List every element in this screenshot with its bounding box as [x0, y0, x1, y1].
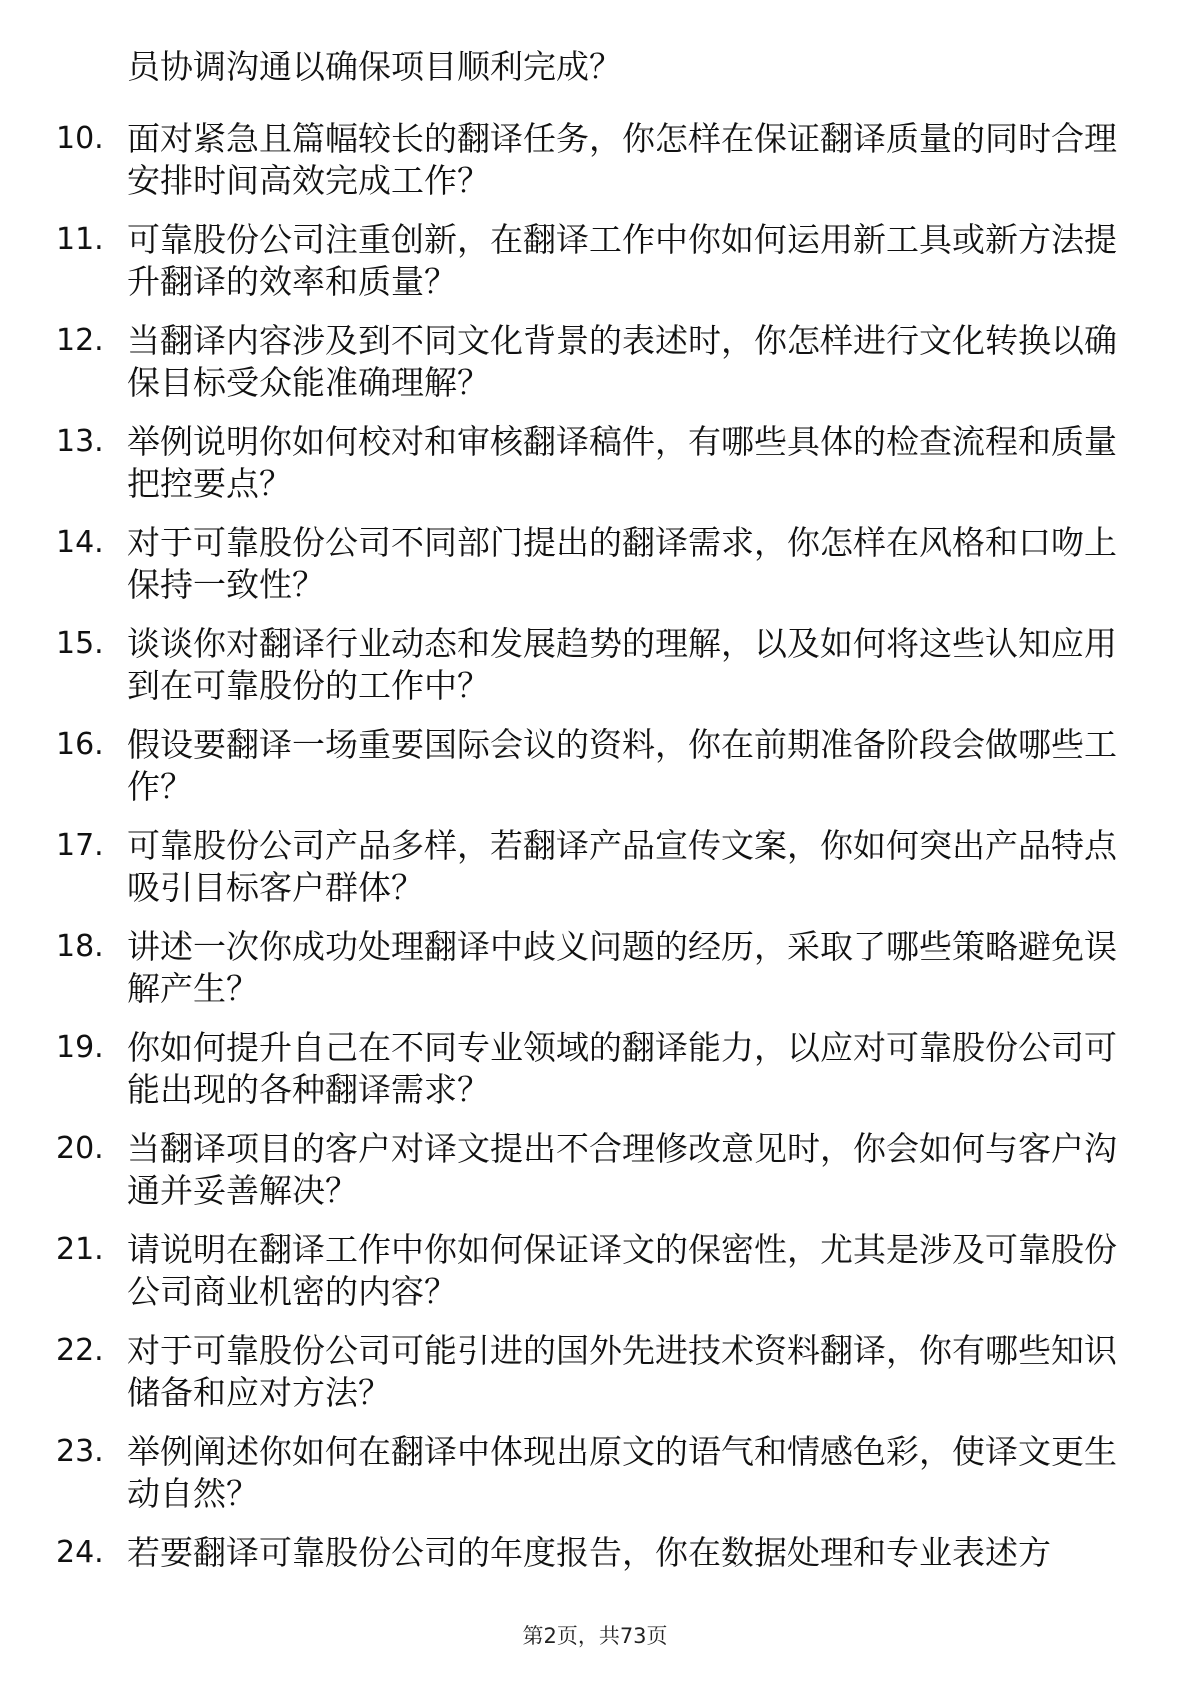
question-text: 请说明在翻译工作中你如何保证译文的保密性，尤其是涉及可靠股份公司商业机密的内容？ [127, 1230, 1117, 1311]
question-text: 面对紧急且篇幅较长的翻译任务，你怎样在保证翻译质量的同时合理安排时间高效完成工作？ [127, 119, 1117, 200]
question-item [56, 825, 1136, 926]
question-number: 10. [56, 121, 104, 156]
question-text: 可靠股份公司注重创新，在翻译工作中你如何运用新工具或新方法提升翻译的效率和质量？ [127, 220, 1117, 301]
question-number: 11. [56, 222, 104, 257]
question-item [56, 724, 1136, 825]
question-text: 谈谈你对翻译行业动态和发展趋势的理解，以及如何将这些认知应用到在可靠股份的工作中？ [127, 624, 1117, 705]
question-number: 14. [56, 525, 104, 560]
question-text: 当翻译内容涉及到不同文化背景的表述时，你怎样进行文化转换以确保目标受众能准确理解？ [127, 321, 1117, 402]
question-text: 若要翻译可靠股份公司的年度报告，你在数据处理和专业表述方 [127, 1533, 1051, 1572]
question-number: 15. [56, 626, 104, 661]
question-item [56, 623, 1136, 724]
question-text: 假设要翻译一场重要国际会议的资料，你在前期准备阶段会做哪些工作？ [127, 725, 1117, 806]
question-item [56, 118, 1136, 219]
question-item [56, 219, 1136, 320]
question-text: 可靠股份公司产品多样，若翻译产品宣传文案，你如何突出产品特点吸引目标客户群体？ [127, 826, 1117, 907]
question-item [56, 1532, 1136, 1633]
question-text: 你如何提升自己在不同专业领域的翻译能力，以应对可靠股份公司可能出现的各种翻译需求？ [127, 1028, 1117, 1109]
question-text: 举例阐述你如何在翻译中体现出原文的语气和情感色彩，使译文更生动自然？ [127, 1432, 1117, 1513]
question-item [56, 320, 1136, 421]
question-item [56, 522, 1136, 623]
question-text: 当翻译项目的客户对译文提出不合理修改意见时，你会如何与客户沟通并妥善解决？ [127, 1129, 1117, 1210]
question-item [56, 1229, 1136, 1330]
question-text: 讲述一次你成功处理翻译中歧义问题的经历，采取了哪些策略避免误解产生？ [127, 927, 1117, 1008]
question-number: 12. [56, 323, 104, 358]
question-item [56, 1128, 1136, 1229]
question-list [56, 118, 1136, 1633]
question-number: 23. [56, 1434, 104, 1469]
question-item [56, 421, 1136, 522]
question-text: 对于可靠股份公司不同部门提出的翻译需求，你怎样在风格和口吻上保持一致性？ [127, 523, 1117, 604]
question-number: 16. [56, 727, 104, 762]
question-number: 13. [56, 424, 104, 459]
question-number: 17. [56, 828, 104, 863]
question-text: 对于可靠股份公司可能引进的国外先进技术资料翻译，你有哪些知识储备和应对方法？ [127, 1331, 1117, 1412]
question-number: 20. [56, 1131, 104, 1166]
question-number: 24. [56, 1535, 104, 1570]
question-number: 21. [56, 1232, 104, 1267]
question-item [56, 1027, 1136, 1128]
page-footer: 第2页，共73页 [522, 1624, 668, 1648]
question-text: 举例说明你如何校对和审核翻译稿件，有哪些具体的检查流程和质量把控要点？ [127, 422, 1117, 503]
question-item [56, 1431, 1136, 1532]
question-number: 22. [56, 1333, 104, 1368]
continuation-text: 员协调沟通以确保项目顺利完成？ [127, 47, 622, 86]
question-number: 19. [56, 1030, 104, 1065]
question-item [56, 926, 1136, 1027]
question-number: 18. [56, 929, 104, 964]
question-item [56, 1330, 1136, 1431]
